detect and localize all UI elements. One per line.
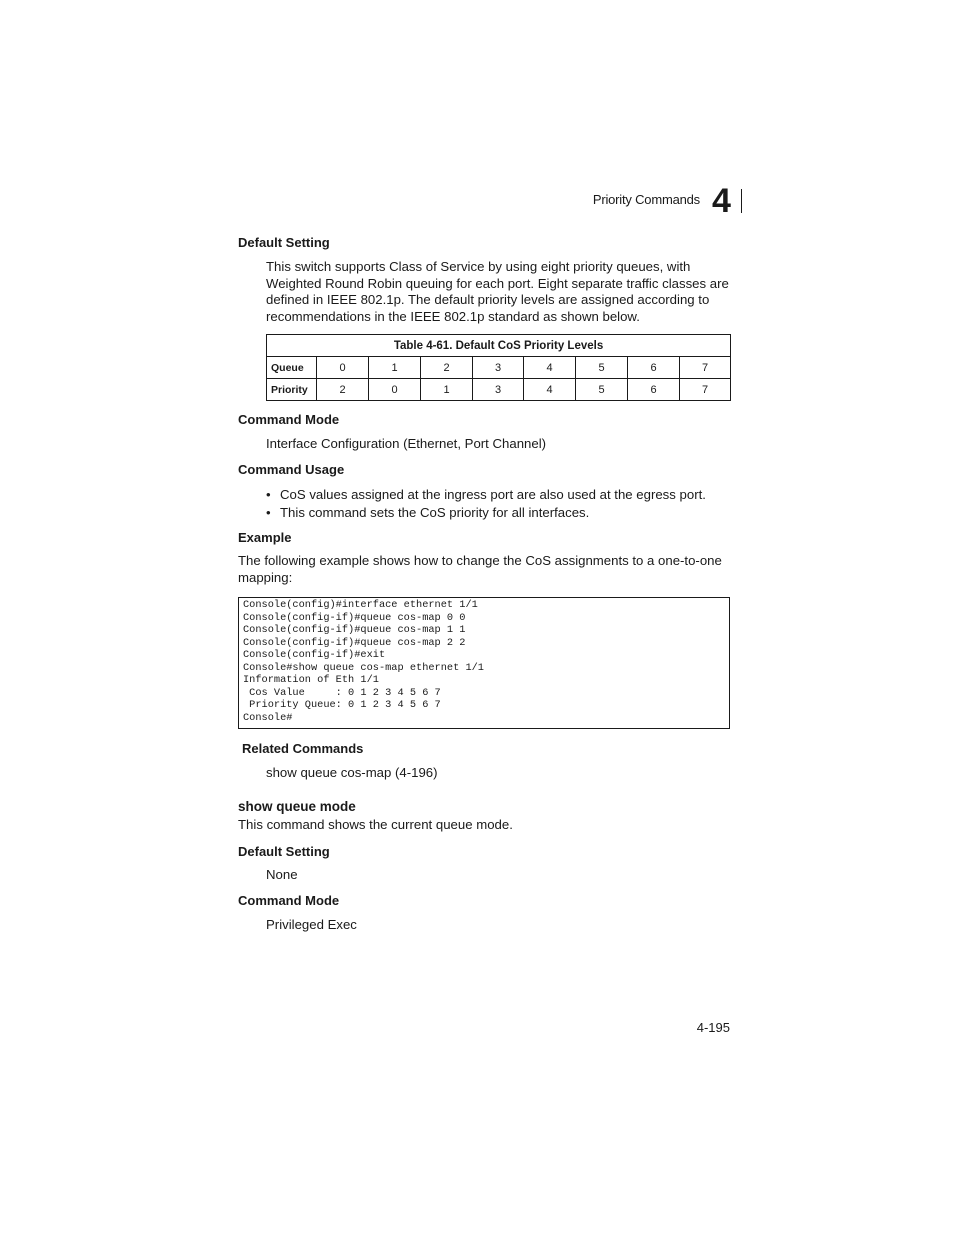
table-cell: 6 xyxy=(628,379,680,401)
table-cell: 2 xyxy=(317,379,369,401)
example-body: The following example shows how to change the CoS assignments to a one-to-one mapping: xyxy=(238,553,722,585)
code-example-box xyxy=(238,597,730,729)
table-caption: Table 4-61. Default CoS Priority Levels xyxy=(267,335,731,357)
list-item-text: This command sets the CoS priority for all interfaces. xyxy=(280,505,590,520)
table-cell: 0 xyxy=(317,357,369,379)
command-description: This command shows the current queue mode. xyxy=(238,817,513,832)
code-example: Console(config)#interface ethernet 1/1 Console(config-if)#queue cos-map 0 0 Console(config-if)#queue cos-map 1 1 Console(config-if)#queue cos-map 2 2 Console(config-if)#exit Console#show queue cos-map ethernet 1/1 Information of Eth 1/1 Cos Value : 0 1 2 3 4 5 6 7 Priority Queue: 0 1 2 3 4 5 6 7 Console# xyxy=(243,599,484,724)
table-cell: 6 xyxy=(628,357,680,379)
command-mode-heading: Command Mode xyxy=(238,412,340,427)
cos-priority-table xyxy=(266,334,731,401)
command-mode-value: Privileged Exec xyxy=(266,917,357,932)
table-cell: 3 xyxy=(473,379,524,401)
default-setting-body: This switch supports Class of Service by using eight priority queues, with Weighted Round Robin queuing for each port. Eight separate traffic classes are defined in IEEE 802.1p. The default priority levels are assigned according to recommendations in the IEEE 802.1p standard as shown below. xyxy=(266,259,729,324)
table-cell: 0 xyxy=(369,379,421,401)
command-title: show queue mode xyxy=(238,799,356,814)
example-heading: Example xyxy=(238,530,292,545)
default-setting-heading: Default Setting xyxy=(238,235,330,250)
related-commands-body: show queue cos-map (4-196) xyxy=(266,765,438,780)
table-cell: 5 xyxy=(576,379,628,401)
list-item-text: CoS values assigned at the ingress port are also used at the egress port. xyxy=(280,487,706,502)
table-cell: 3 xyxy=(473,357,524,379)
table-cell: 1 xyxy=(421,379,473,401)
table-row-priority xyxy=(267,379,731,401)
table-cell: 4 xyxy=(524,379,576,401)
command-mode-heading-2: Command Mode xyxy=(238,893,340,908)
running-header: Priority Commands xyxy=(592,192,700,207)
header-rule xyxy=(741,189,742,213)
list-item: • CoS values assigned at the ingress port are also used at the egress port. xyxy=(266,487,706,502)
command-usage-list xyxy=(266,486,732,522)
page-number: 4-195 xyxy=(696,1020,730,1035)
table-row-queue xyxy=(267,357,731,379)
related-commands-heading: Related Commands xyxy=(242,741,364,756)
row-label: Queue xyxy=(267,357,317,379)
row-label: Priority xyxy=(267,379,317,401)
table-cell: 7 xyxy=(680,357,731,379)
table-cell: 5 xyxy=(576,357,628,379)
command-usage-heading: Command Usage xyxy=(238,462,345,477)
default-setting-heading-2: Default Setting xyxy=(238,844,330,859)
chapter-number: 4 xyxy=(712,182,731,220)
command-mode-body: Interface Configuration (Ethernet, Port Channel) xyxy=(266,436,547,451)
table-cell: 4 xyxy=(524,357,576,379)
table-cell: 7 xyxy=(680,379,731,401)
table-cell: 2 xyxy=(421,357,473,379)
list-item: • This command sets the CoS priority for all interfaces. xyxy=(266,505,590,520)
table-cell: 1 xyxy=(369,357,421,379)
default-setting-value: None xyxy=(266,867,298,882)
